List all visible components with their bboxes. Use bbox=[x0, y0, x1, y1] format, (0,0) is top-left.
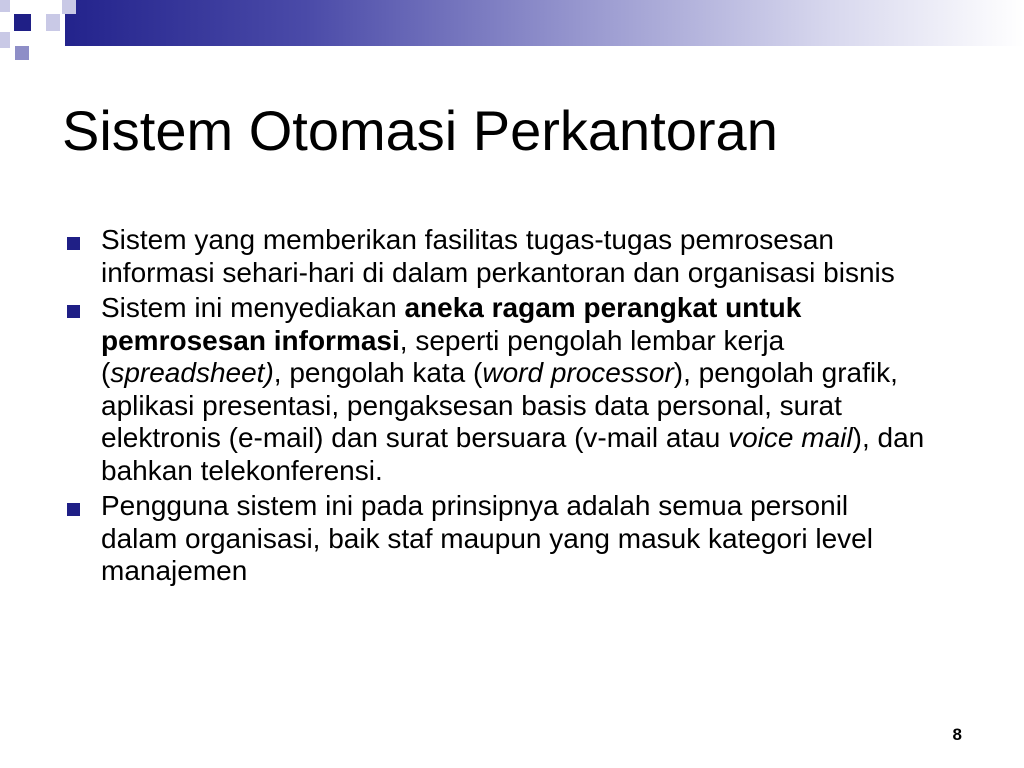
bullet-list bbox=[62, 224, 932, 591]
bullet-text: Pengguna sistem ini pada prinsipnya adalah semua personil dalam organisasi, baik staf maupun yang masuk kategori level manajemen bbox=[101, 490, 873, 586]
text-run: Sistem ini menyediakan bbox=[101, 292, 405, 323]
bullet-text bbox=[101, 292, 924, 486]
italic-term: voice mail bbox=[728, 422, 853, 453]
square-bullet-icon bbox=[67, 503, 80, 516]
bullet-text: Sistem yang memberikan fasilitas tugas-tugas pemrosesan informasi sehari-hari di dalam perkantoran dan organisasi bisnis bbox=[101, 224, 895, 288]
square-bullet-icon bbox=[67, 237, 80, 250]
page-number: 8 bbox=[952, 725, 962, 744]
text-run: , seperti pengolah lembar kerja ( bbox=[101, 324, 785, 388]
bullet-item bbox=[62, 490, 932, 588]
bullet-item bbox=[62, 292, 932, 487]
header-gradient-bar bbox=[65, 0, 1024, 46]
bullet-item bbox=[62, 224, 932, 289]
italic-term: spreadsheet) bbox=[110, 357, 274, 388]
text-run: ), pengolah grafik, aplikasi presentasi, pengaksesan basis data personal, surat elektronis (e-mail) dan surat bersuara (v-mail atau bbox=[101, 357, 898, 453]
square-bullet-icon bbox=[67, 305, 80, 318]
text-run: ), dan bahkan telekonferensi. bbox=[101, 422, 925, 486]
bold-phrase: aneka ragam perangkat untuk pemrosesan informasi bbox=[101, 292, 802, 356]
italic-term: word processor bbox=[482, 357, 674, 388]
slide-title: Sistem Otomasi Perkantoran bbox=[62, 99, 778, 162]
text-run: , pengolah kata ( bbox=[273, 357, 483, 388]
